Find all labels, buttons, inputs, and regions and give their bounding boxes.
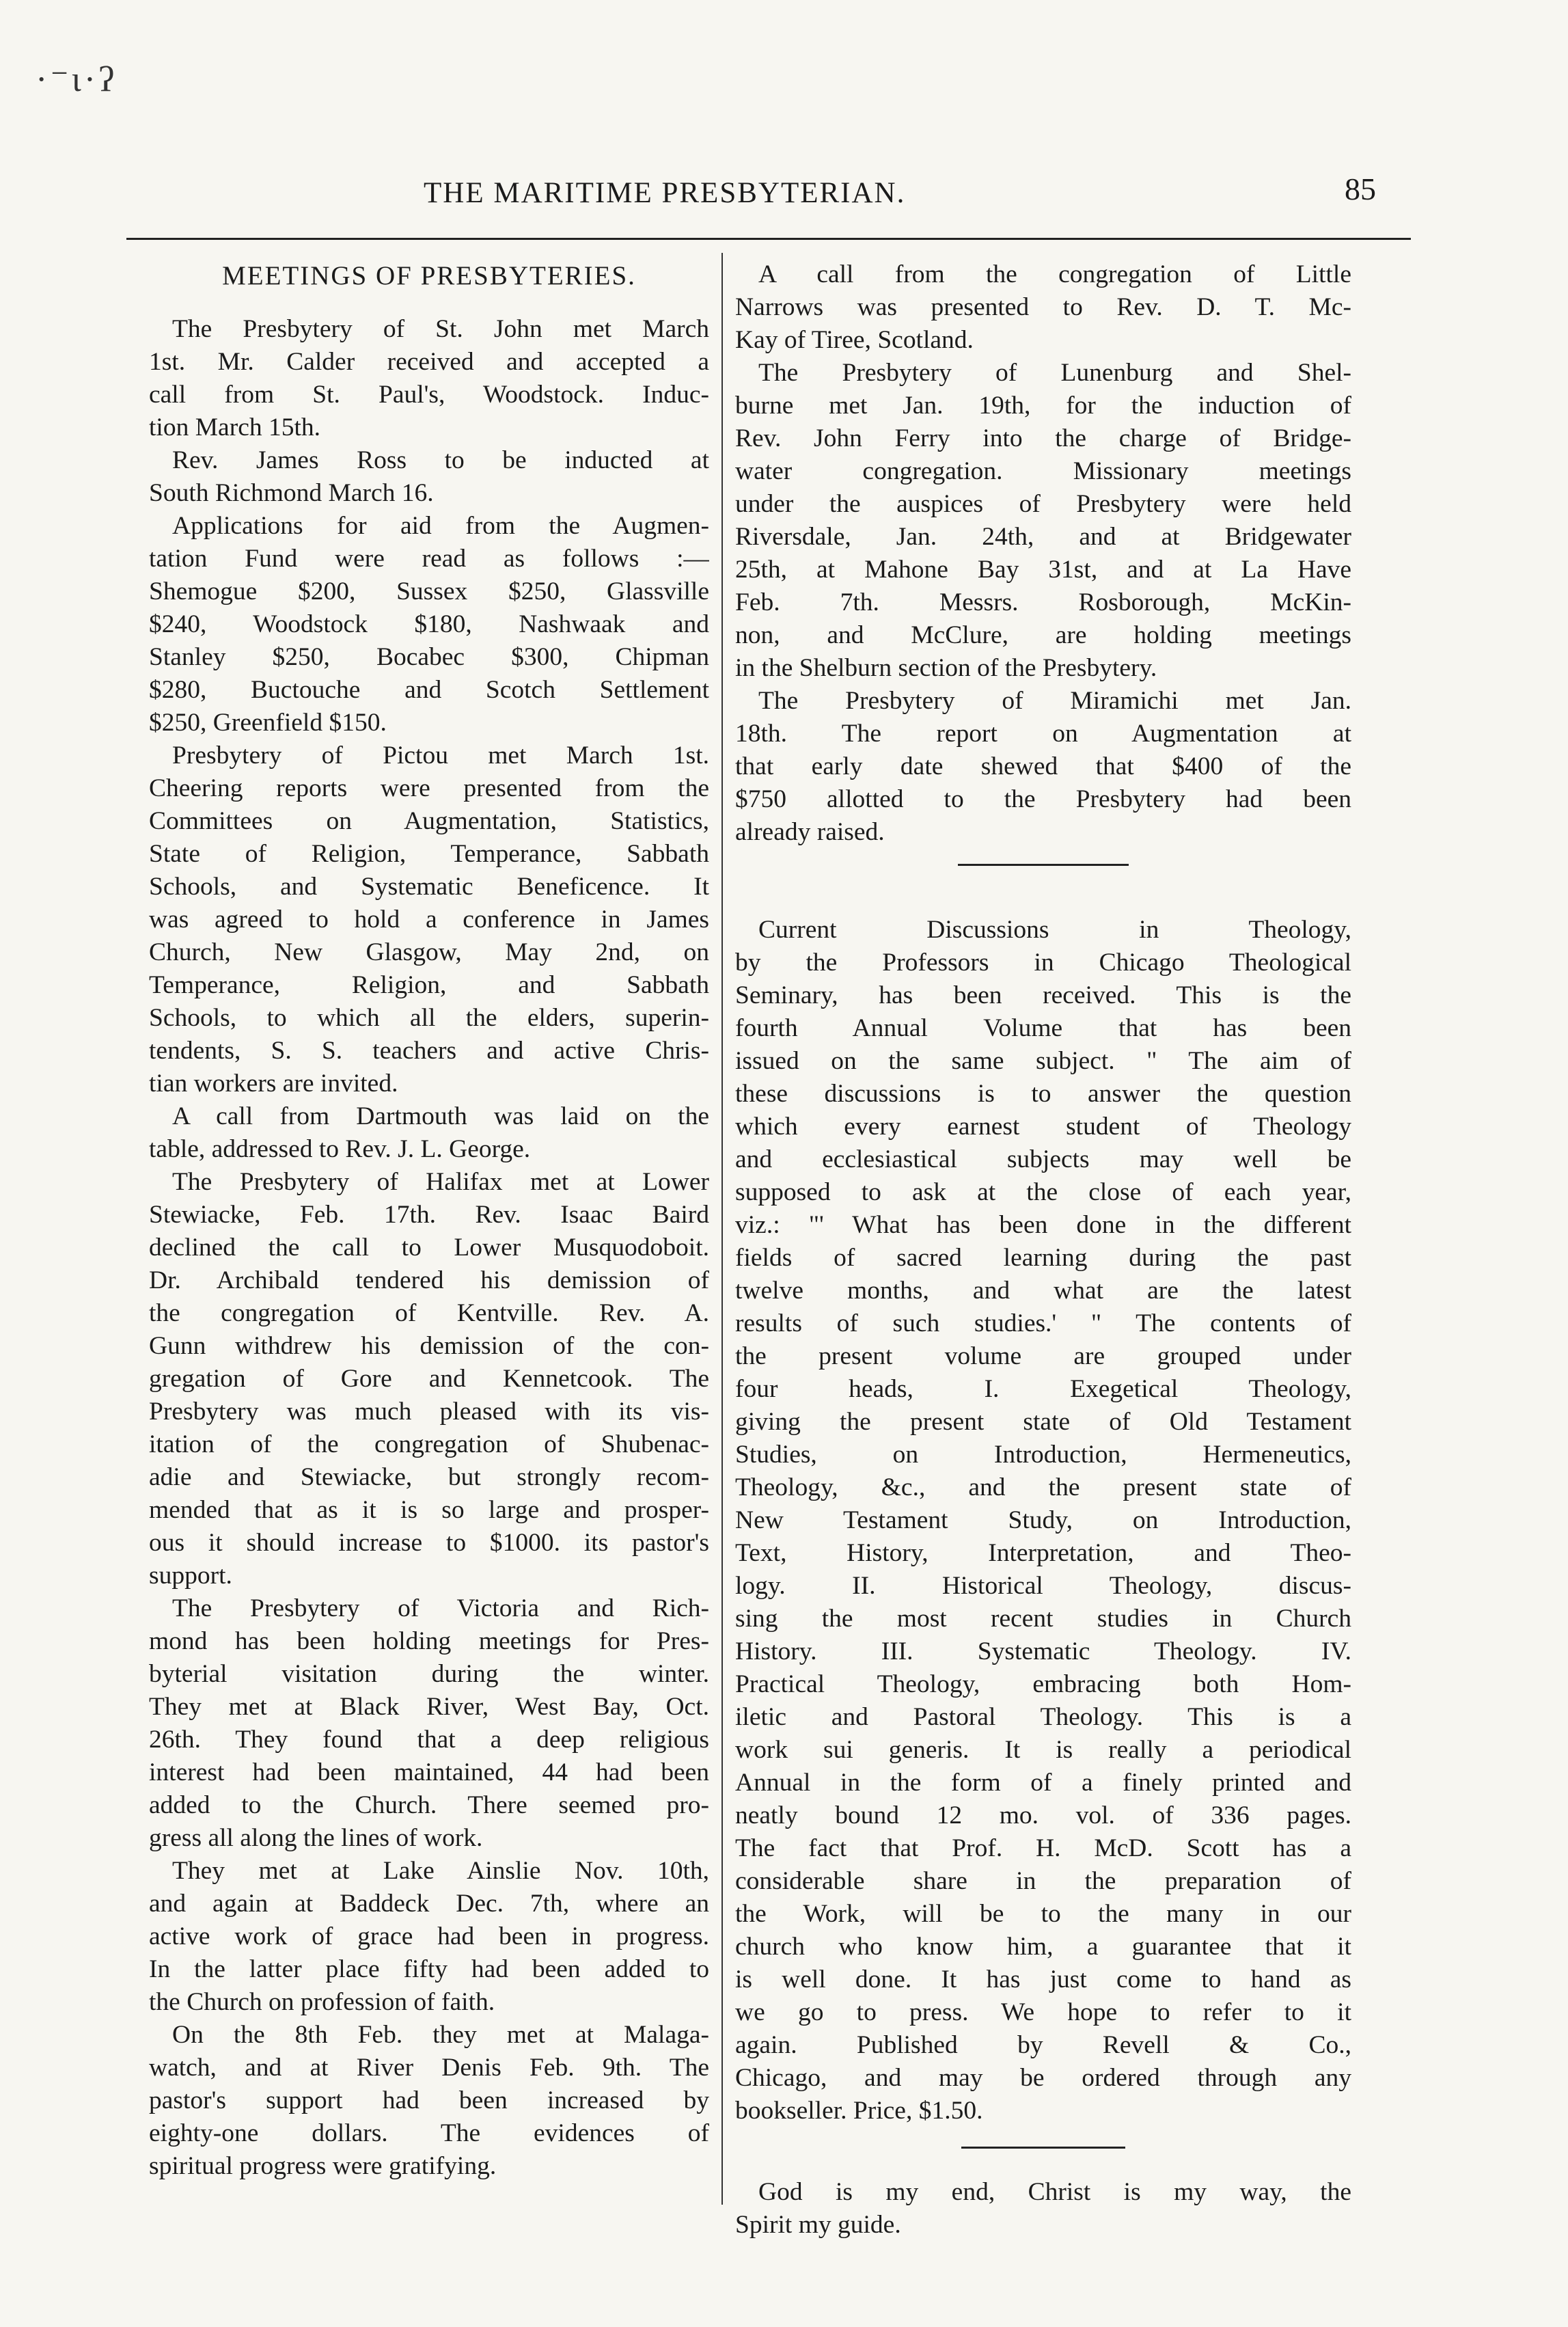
text-line: gress all along the lines of work. [149,1824,483,1852]
text-line: the Church on profession of faith. [149,1988,495,2016]
text-line: non, and McClure, are holding meetings [735,621,1351,649]
text-line: Feb. 7th. Messrs. Rosborough, McKin- [735,588,1351,616]
text-line: again. Published by Revell & Co., [735,2031,1351,2059]
text-line: tian workers are invited. [149,1070,398,1098]
text-line: ous it should increase to $1000. its pastor's [149,1529,709,1557]
text-line: Riversdale, Jan. 24th, and at Bridgewater [735,523,1351,551]
text-line: $250, Greenfield $150. [149,709,387,737]
text-line: $280, Buctouche and Scotch Settlement [149,676,709,704]
running-head: THE MARITIME PRESBYTERIAN. [424,177,906,209]
text-line: $240, Woodstock $180, Nashwaak and [149,610,709,638]
text-line: 25th, at Mahone Bay 31st, and at La Have [735,556,1351,584]
text-line: considerable share in the preparation of [735,1867,1351,1895]
text-line: Annual in the form of a finely printed and [735,1769,1351,1797]
text-line: The Presbytery of Lunenburg and Shel- [758,359,1351,387]
text-line: South Richmond March 16. [149,479,434,507]
text-line: was agreed to hold a conference in James [149,906,709,934]
text-line: Stanley $250, Bocabec $300, Chipman [149,643,709,671]
text-line: tation Fund were read as follows :— [149,545,709,573]
text-line: tion March 15th. [149,413,321,441]
text-line: Studies, on Introduction, Hermeneutics, [735,1441,1351,1469]
text-line: In the latter place fifty had been added to [149,1955,709,1983]
text-line: the congregation of Kentville. Rev. A. [149,1299,709,1327]
text-line: $750 allotted to the Presbytery had been [735,785,1351,813]
text-line: Practical Theology, embracing both Hom- [735,1670,1351,1698]
text-line: fourth Annual Volume that has been [735,1014,1351,1042]
text-line: logy. II. Historical Theology, discus- [735,1572,1351,1600]
text-line: God is my end, Christ is my way, the [758,2178,1351,2206]
page-number: 85 [1345,172,1376,206]
text-line: Narrows was presented to Rev. D. T. Mc- [735,293,1351,321]
column-divider [721,253,723,2205]
text-line: The Presbytery of Halifax met at Lower [172,1168,709,1196]
text-line: neatly bound 12 mo. vol. of 336 pages. [735,1801,1351,1829]
text-line: under the auspices of Presbytery were held [735,490,1351,518]
text-line: The fact that Prof. H. McD. Scott has a [735,1834,1351,1862]
text-line: mond has been holding meetings for Pres- [149,1627,709,1655]
text-line: four heads, I. Exegetical Theology, [735,1375,1351,1403]
text-line: iletic and Pastoral Theology. This is a [735,1703,1351,1731]
text-line: spiritual progress were gratifying. [149,2152,497,2180]
text-line: call from St. Paul's, Woodstock. Induc- [149,381,709,409]
corner-ink-mark: ·⁻ι·ʔ [36,60,118,99]
text-line: these discussions is to answer the question [735,1080,1351,1108]
text-line: Rev. John Ferry into the charge of Bridge- [735,424,1351,452]
text-line: giving the present state of Old Testament [735,1408,1351,1436]
text-line: Schools, and Systematic Beneficence. It [149,873,709,901]
text-line: pastor's support had been increased by [149,2086,709,2114]
text-line: by the Professors in Chicago Theological [735,949,1351,977]
text-line: Presbytery was much pleased with its vis- [149,1398,709,1426]
header-rule [126,238,1411,240]
text-line: eighty-one dollars. The evidences of [149,2119,709,2147]
text-line: water congregation. Missionary meetings [735,457,1351,485]
text-line: already raised. [735,818,885,846]
text-line: Temperance, Religion, and Sabbath [149,971,709,999]
closing-motto [735,2176,1351,2242]
text-line: issued on the same subject. " The aim of [735,1047,1351,1075]
text-line: They met at Lake Ainslie Nov. 10th, [172,1857,709,1885]
text-line: New Testament Study, on Introduction, [735,1506,1351,1534]
text-line: Presbytery of Pictou met March 1st. [172,741,709,770]
text-line: watch, and at River Denis Feb. 9th. The [149,2054,709,2082]
text-line: byterial visitation during the winter. [149,1660,709,1688]
text-line: active work of grace had been in progress. [149,1922,709,1950]
text-line: twelve months, and what are the latest [735,1277,1351,1305]
text-line: church who know him, a guarantee that it [735,1933,1351,1961]
text-line: The Presbytery of Victoria and Rich- [172,1594,709,1622]
text-line: supposed to ask at the close of each year, [735,1178,1351,1206]
text-line: 1st. Mr. Calder received and accepted a [149,348,709,376]
text-line: State of Religion, Temperance, Sabbath [149,840,709,868]
text-line: table, addressed to Rev. J. L. George. [149,1135,531,1163]
text-line: and ecclesiastical subjects may well be [735,1145,1351,1173]
text-line: that early date shewed that $400 of the [735,752,1351,780]
text-line: 18th. The report on Augmentation at [735,720,1351,748]
text-line: we go to press. We hope to refer to it [735,1998,1351,2026]
section-title: MEETINGS OF PRESBYTERIES. [222,261,636,290]
text-line: which every earnest student of Theology [735,1113,1351,1141]
text-line: Theology, &c., and the present state of [735,1473,1351,1501]
text-line: fields of sacred learning during the past [735,1244,1351,1272]
left-column [149,258,709,2183]
text-line: Schools, to which all the elders, superin- [149,1004,709,1032]
text-line: Spirit my guide. [735,2211,901,2239]
text-line: the Work, will be to the many in our [735,1900,1351,1928]
text-line: Applications for aid from the Augmen- [172,512,709,540]
text-line: A call from Dartmouth was laid on the [172,1102,709,1130]
text-line: They met at Black River, West Bay, Oct. [149,1693,709,1721]
text-line: Rev. James Ross to be inducted at [172,446,709,474]
text-line: Dr. Archibald tendered his demission of [149,1266,709,1294]
text-line: Church, New Glasgow, May 2nd, on [149,938,709,966]
text-line: added to the Church. There seemed pro- [149,1791,709,1819]
right-column [735,258,1351,2242]
text-line: and again at Baddeck Dec. 7th, where an [149,1890,709,1918]
text-line: Shemogue $200, Sussex $250, Glassville [149,577,709,605]
text-line: itation of the congregation of Shubenac- [149,1430,709,1458]
text-line: Seminary, has been received. This is the [735,981,1351,1009]
section-rule [958,864,1129,866]
text-line: Stewiacke, Feb. 17th. Rev. Isaac Baird [149,1201,709,1229]
text-line: bookseller. Price, $1.50. [735,2097,983,2125]
text-line: The Presbytery of Miramichi met Jan. [758,687,1351,715]
text-line: Gunn withdrew his demission of the con- [149,1332,709,1360]
text-line: adie and Stewiacke, but strongly recom- [149,1463,709,1491]
text-line: A call from the congregation of Little [758,260,1351,288]
right-column-notices [735,258,1351,849]
text-line: Chicago, and may be ordered through any [735,2064,1351,2092]
book-review [735,914,1351,2127]
text-line: Committees on Augmentation, Statistics, [149,807,709,835]
text-line: mended that as it is so large and prosper- [149,1496,709,1524]
text-line: gregation of Gore and Kennetcook. The [149,1365,709,1393]
section-rule-2 [961,2147,1125,2149]
text-line: work sui generis. It is really a periodical [735,1736,1351,1764]
text-line: sing the most recent studies in Church [735,1605,1351,1633]
text-line: viz.: "' What has been done in the different [735,1211,1351,1239]
text-line: On the 8th Feb. they met at Malaga- [172,2021,709,2049]
text-line: burne met Jan. 19th, for the induction of [735,392,1351,420]
text-line: is well done. It has just come to hand as [735,1965,1351,1993]
text-line: History. III. Systematic Theology. IV. [735,1637,1351,1665]
text-line: the present volume are grouped under [735,1342,1351,1370]
text-line: Cheering reports were presented from the [149,774,709,802]
text-line: tendents, S. S. teachers and active Chris- [149,1037,709,1065]
text-line: Text, History, Interpretation, and Theo- [735,1539,1351,1567]
text-line: declined the call to Lower Musquodoboit. [149,1234,709,1262]
text-line: Kay of Tiree, Scotland. [735,326,974,354]
text-line: in the Shelburn section of the Presbytery. [735,654,1157,682]
left-column-text [149,313,709,2183]
text-line: 26th. They found that a deep religious [149,1726,709,1754]
text-line: interest had been maintained, 44 had been [149,1758,709,1786]
text-line: support. [149,1562,232,1590]
text-line: The Presbytery of St. John met March [172,315,709,343]
text-line: results of such studies.' " The contents of [735,1309,1351,1337]
text-line: Current Discussions in Theology, [758,916,1351,944]
